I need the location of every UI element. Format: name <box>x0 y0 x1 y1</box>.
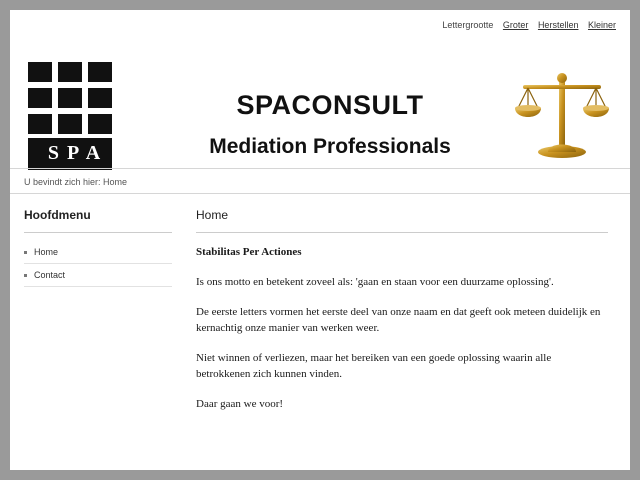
article-body <box>196 245 608 413</box>
article-paragraph: Daar gaan we voor! <box>196 397 284 410</box>
site-subtitle: Mediation Professionals <box>209 135 451 158</box>
logo-letters: SPA <box>47 142 109 164</box>
font-size-label: Lettergrootte <box>442 20 494 30</box>
site-header <box>10 40 630 168</box>
font-size-larger-link[interactable]: Groter <box>502 20 529 30</box>
main-menu <box>24 241 172 287</box>
site-title: SPACONSULT <box>236 90 424 120</box>
article-paragraph: De eerste letters vormen het eerste deel van onze naam en dat geeft ook meteen duidelijk en kernachtig onze manier van werken weer. <box>196 305 601 334</box>
page-canvas <box>10 10 630 470</box>
bullet-icon <box>24 251 27 254</box>
article-paragraph: Niet winnen of verliezen, maar het bereiken van een goede oplossing waarin alle betrokkenen zich kunnen vinden. <box>196 351 552 380</box>
font-size-reset-link[interactable]: Herstellen <box>537 20 579 30</box>
sidebar-heading: Hoofdmenu <box>24 208 172 233</box>
page-title: Home <box>196 208 608 233</box>
sidebar-item-contact[interactable] <box>24 264 172 287</box>
justice-scales-icon <box>510 64 614 168</box>
breadcrumb <box>10 168 630 194</box>
sidebar-item-label[interactable]: Contact <box>34 270 66 280</box>
breadcrumb-text: U bevindt zich hier: Home <box>24 177 128 187</box>
site-logo[interactable] <box>28 62 120 174</box>
bullet-icon <box>24 274 27 277</box>
sidebar-item-label[interactable]: Home <box>34 247 59 257</box>
sidebar-item-home[interactable] <box>24 241 172 264</box>
top-utility-bar <box>10 10 630 40</box>
site-title-block <box>160 90 500 159</box>
sidebar <box>10 194 182 454</box>
article-heading: Stabilitas Per Actiones <box>196 246 302 258</box>
main-column <box>182 194 630 454</box>
article-paragraph: Is ons motto en betekent zoveel als: 'gaan en staan voor een duurzame oplossing'. <box>196 275 554 288</box>
font-size-smaller-link[interactable]: Kleiner <box>587 20 616 30</box>
font-size-controls <box>442 20 616 30</box>
content-area <box>10 194 630 454</box>
